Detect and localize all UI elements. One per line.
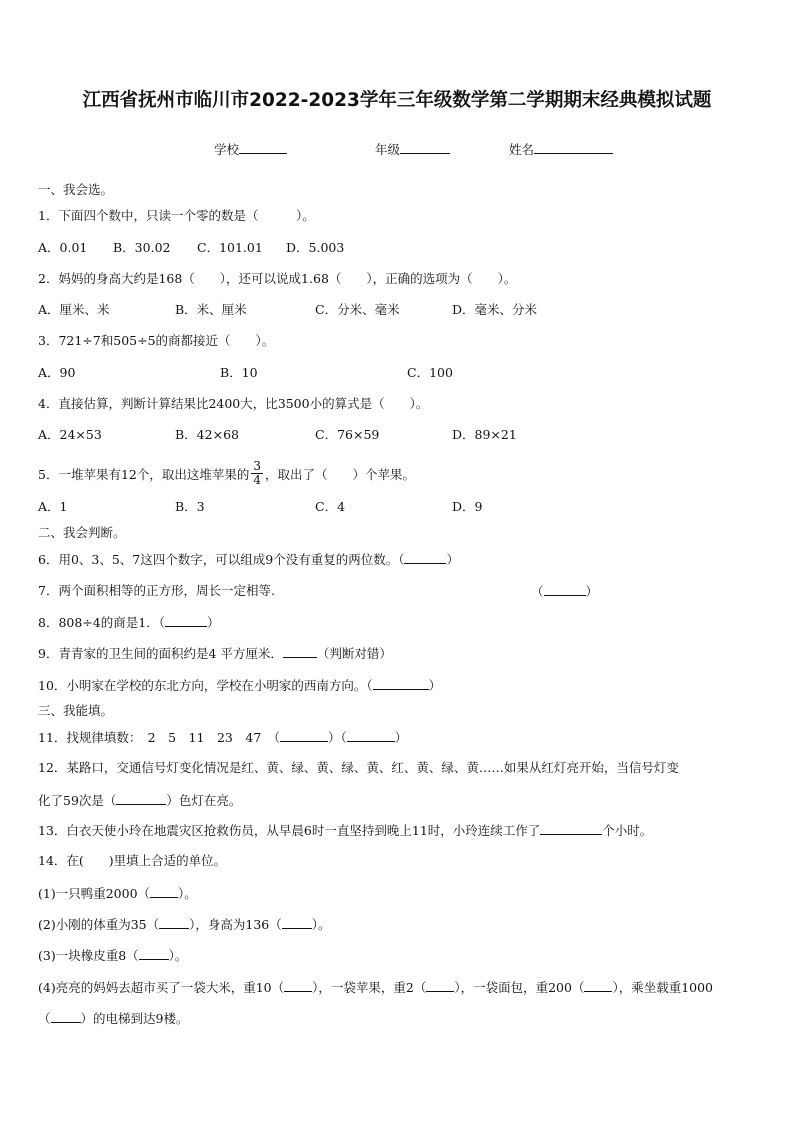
q3-option-a[interactable]: A．90 [38, 365, 76, 380]
answer-blank[interactable] [282, 916, 312, 929]
q1-option-a[interactable]: A．0.01 [38, 240, 88, 255]
q6-text: 6．用0、3、5、7这四个数字，可以组成9个没有重复的两位数。（ [38, 552, 405, 567]
q14-p4-c: ），一袋面包，重200（ [454, 980, 585, 995]
q1-option-b[interactable]: B．30.02 [113, 240, 171, 255]
question-7: 7．两个面积相等的正方形，周长一定相等. [38, 583, 275, 598]
q4-option-b[interactable]: B．42×68 [175, 427, 239, 442]
answer-blank[interactable] [165, 614, 207, 627]
grade-field [375, 140, 450, 158]
q7-end: ） [585, 584, 599, 599]
q12-text-pre: 化了59次是（ [38, 793, 117, 808]
q14-p2-pre: (2)小刚的体重为35（ [38, 917, 160, 932]
q2-option-a[interactable]: A．厘米、米 [38, 302, 110, 317]
q2-option-d[interactable]: D．毫米、分米 [452, 302, 538, 317]
q13-end: 个小时。 [602, 823, 653, 838]
q14-part-2 [38, 916, 331, 933]
answer-blank[interactable] [150, 885, 178, 898]
answer-blank[interactable] [404, 551, 446, 564]
q5-text-post: ，取出了（ ）个苹果。 [265, 467, 416, 482]
question-6 [38, 551, 459, 568]
q8-end: ） [206, 615, 220, 630]
q14-p3-pre: (3)一块橡皮重8（ [38, 948, 139, 963]
q9-end: （判断对错） [316, 646, 392, 661]
q6-end: ） [446, 552, 459, 567]
q1-option-c[interactable]: C．101.01 [197, 240, 263, 255]
q14-p4-d: ），乘坐载重1000 [612, 980, 714, 995]
question-12-cont [38, 792, 241, 809]
answer-blank[interactable] [139, 947, 169, 960]
q11-end: ） [394, 730, 408, 745]
question-5 [38, 459, 416, 489]
q14-part-3 [38, 947, 187, 964]
q5-option-d[interactable]: D．9 [452, 499, 483, 514]
q14-part-4 [38, 979, 713, 996]
q14-p1-post: ）。 [178, 886, 197, 901]
school-blank[interactable] [239, 141, 287, 154]
q5-option-b[interactable]: B．3 [175, 499, 205, 514]
school-field [214, 140, 287, 158]
q9-text: 9．青青家的卫生间的面积约是4 平方厘米． [38, 646, 283, 661]
q2-option-b[interactable]: B．米、厘米 [175, 302, 247, 317]
section-heading: 三、我能填。 [38, 703, 114, 718]
q12-text-post: ）色灯在亮。 [166, 793, 242, 808]
section-heading: 二、我会判断。 [38, 525, 126, 540]
question-1: 1．下面四个数中，只读一个零的数是（ ）。 [38, 208, 315, 223]
question-11 [38, 729, 407, 746]
question-10 [38, 677, 441, 694]
answer-blank[interactable] [284, 979, 312, 992]
q11-mid: ）（ [328, 730, 347, 745]
q5-option-c[interactable]: C．4 [315, 499, 346, 514]
q14-p1-pre: (1)一只鸭重2000（ [38, 886, 151, 901]
q10-text: 10．小明家在学校的东北方向，学校在小明家的西南方向。（ [38, 678, 373, 693]
question-3: 3．721÷7和505÷5的商都接近（ ）。 [38, 333, 275, 348]
q14-part-4-cont [38, 1010, 188, 1027]
answer-blank[interactable] [540, 822, 602, 835]
answer-blank[interactable] [584, 979, 612, 992]
q4-option-d[interactable]: D．89×21 [452, 427, 517, 442]
name-field [509, 140, 613, 158]
question-14: 14．在( )里填上合适的单位。 [38, 853, 227, 868]
answer-blank[interactable] [280, 729, 328, 742]
q10-end: ） [428, 678, 442, 693]
answer-blank[interactable] [159, 916, 189, 929]
q14-p4-b: ），一袋苹果，重2（ [312, 980, 427, 995]
q14-p4-e: （ [38, 1011, 51, 1026]
page-title: 江西省抚州市临川市2022-2023学年三年级数学第二学期期末经典模拟试题 [82, 90, 712, 111]
question-9 [38, 645, 392, 662]
name-label: 姓名 [509, 142, 535, 157]
q4-option-a[interactable]: A．24×53 [38, 427, 102, 442]
answer-blank[interactable] [283, 645, 317, 658]
answer-blank[interactable] [544, 583, 586, 596]
q14-p3-post: ）。 [168, 948, 188, 963]
answer-blank[interactable] [116, 792, 166, 805]
question-8 [38, 614, 219, 631]
q7-open: （ [531, 584, 544, 599]
q14-p4-f: ）的电梯到达9楼。 [80, 1011, 189, 1026]
question-2: 2．妈妈的身高大约是168（ ），还可以说成1.68（ ），正确的选项为（ ）。 [38, 271, 517, 286]
q2-option-c[interactable]: C．分米、毫米 [315, 302, 400, 317]
q14-p2-post: ）。 [311, 917, 331, 932]
q5-option-a[interactable]: A．1 [38, 499, 68, 514]
answer-blank[interactable] [347, 729, 395, 742]
fraction-denominator: 4 [253, 473, 261, 487]
q4-option-c[interactable]: C．76×59 [315, 427, 380, 442]
grade-blank[interactable] [400, 141, 450, 154]
q14-p2-mid: ），身高为136（ [189, 917, 282, 932]
q14-part-1 [38, 885, 197, 902]
fraction [251, 460, 263, 487]
q7-answer [531, 583, 598, 600]
q8-text: 8．808÷4的商是1．（ [38, 615, 165, 630]
question-4: 4．直接估算，判断计算结果比2400大，比3500小的算式是（ ）。 [38, 396, 429, 411]
q11-text: 11．找规律填数： 2 5 11 23 47 （ [38, 730, 281, 745]
q13-text: 13．白衣天使小玲在地震灾区抢救伤员，从早晨6时一直坚持到晚上11时，小玲连续工作了 [38, 823, 541, 838]
answer-blank[interactable] [373, 677, 429, 690]
q14-p4-a: (4)亮亮的妈妈去超市买了一袋大米，重10（ [38, 980, 285, 995]
school-label: 学校 [214, 142, 240, 157]
answer-blank[interactable] [426, 979, 454, 992]
section-heading: 一、我会选。 [38, 182, 114, 197]
grade-label: 年级 [375, 142, 401, 157]
q1-option-d[interactable]: D．5.003 [286, 240, 345, 255]
name-blank[interactable] [534, 141, 613, 154]
q3-option-b[interactable]: B．10 [220, 365, 258, 380]
fraction-numerator: 3 [253, 459, 261, 473]
question-13 [38, 822, 652, 839]
q3-option-c[interactable]: C．100 [407, 365, 453, 380]
answer-blank[interactable] [51, 1010, 81, 1023]
q5-text-pre: 5．一堆苹果有12个，取出这堆苹果的 [38, 467, 250, 482]
question-12: 12．某路口，交通信号灯变化情况是红、黄、绿、黄、绿、黄、红、黄、绿、黄……如果从红灯亮开始，当信号灯变 [38, 760, 679, 775]
